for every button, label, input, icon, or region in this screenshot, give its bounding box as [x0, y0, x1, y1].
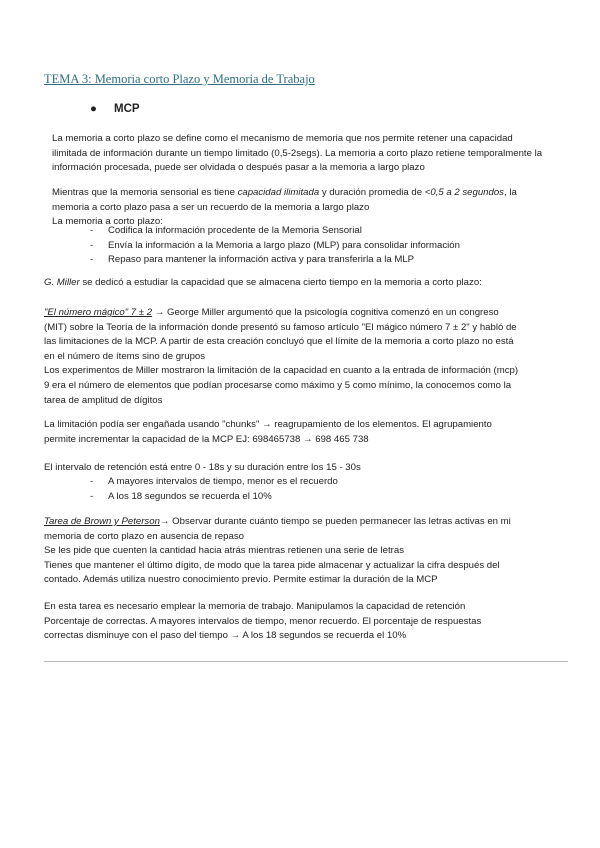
magic-number-label: "El número mágico" 7 ± 2	[44, 307, 153, 318]
list-item-text: Envía la información a la Memoria a largo plazo (MLP) para consolidar información	[108, 239, 460, 251]
chunks-paragraph	[44, 418, 492, 447]
text-line: memoria a corto plazo pasa a ser un recuerdo de la memoria a largo plazo	[52, 201, 370, 213]
list-item-text: Codifica la información procedente de la Memoria Sensorial	[108, 225, 362, 236]
text-line: ilimitada de información durante un tiempo limitado (0,5-2segs). La memoria a corto plazo retiene temporalmente la	[52, 147, 543, 159]
text-line: información procesada, puede ser olvidada o después pasar a la memoria a largo plazo	[52, 162, 425, 174]
text-line	[52, 186, 517, 201]
emphasis-text: <0,5 a 2 segundos	[424, 187, 504, 198]
intro-paragraph	[52, 132, 542, 176]
list-item: - A los 18 segundos se recuerda el 10%	[90, 490, 272, 502]
list-item: - Envía la información a la Memoria a largo plazo (MLP) para consolidar información	[90, 239, 460, 251]
text-run: y duración promedia de	[319, 187, 425, 198]
text-line: La memoria a corto plazo se define como el mecanismo de memoria que nos permite retener una capacidad	[52, 133, 513, 144]
text-line	[44, 515, 511, 530]
text-line: correctas disminuye con el paso del tiempo → A los 18 segundos se recuerda el 10%	[44, 630, 407, 642]
text-run: Mientras que la memoria sensorial es tiene	[52, 187, 238, 198]
text-line: 9 era el número de elementos que podían procesarse como máximo y 5 como mínimo, la conocemos como la	[44, 379, 512, 391]
text-line: (MIT) sobre la Teoría de la información donde presentó su famoso artículo "El mágico número 7 ± 2" y habló de	[44, 321, 517, 333]
text-line: Se les pide que cuenten la cantidad hacia atrás mientras retienen una serie de letras	[44, 545, 404, 557]
miller-intro	[44, 276, 482, 291]
text-line: permite incrementar la capacidad de la MCP EJ: 698465738 → 698 465 738	[44, 433, 369, 445]
brown-peterson-label: Tarea de Brown y Peterson	[44, 516, 160, 527]
list-item: - Repaso para mantener la información activa y para transferirla a la MLP	[90, 254, 415, 266]
text-line: memoria de corto plazo en ausencia de repaso	[44, 530, 244, 542]
list-item-text: A los 18 segundos se recuerda el 10%	[108, 490, 272, 502]
text-line: El intervalo de retención está entre 0 - 18s y su duración entre los 15 - 30s	[44, 462, 361, 473]
bullet-dot: ●	[90, 103, 97, 115]
horizontal-divider	[44, 661, 568, 662]
text-line: tarea de amplitud de dígitos	[44, 394, 163, 406]
list-item: - Codifica la información procedente de la Memoria Sensorial	[90, 225, 362, 236]
emphasis-text: capacidad ilimitada	[237, 187, 320, 198]
section-heading-text: MCP	[114, 103, 140, 115]
text-line	[44, 306, 518, 321]
text-line: Tienes que mantener el último dígito, de modo que la tarea pide almacenar y actualizar la cifra después del	[44, 559, 500, 571]
text-run: se dedicó a estudiar la capacidad que se almacena cierto tiempo en la memoria a corto plazo:	[79, 277, 482, 288]
list-item-text: A mayores intervalos de tiempo, menor es el recuerdo	[108, 476, 338, 487]
list-item-text: Repaso para mantener la información activa y para transferirla a la MLP	[108, 254, 415, 266]
text-line	[44, 276, 482, 291]
working-memory-paragraph	[44, 600, 481, 644]
text-run: → George Miller argumentó que la psicología cognitiva comenzó en un congreso	[152, 307, 499, 318]
text-line: Los experimentos de Miller mostraron la limitación de la capacidad en cuanto a la entrada de información (mcp)	[44, 365, 519, 377]
functions-list	[90, 224, 460, 268]
retention-paragraph	[44, 461, 361, 476]
text-line: Porcentaje de correctas. A mayores intervalos de tiempo, menor recuerdo. El porcentaje de respuestas	[44, 615, 482, 627]
section-heading	[90, 103, 140, 115]
text-line: La memoria a corto plazo:	[52, 216, 163, 228]
text-line: contado. Además utiliza nuestro conocimiento previo. Permite estimar la duración de la MCP	[44, 574, 438, 586]
text-line: las limitaciones de la MCP. A partir de esta creación concluyó que el límite de la memoria a corto plazo no está	[44, 336, 514, 348]
retention-list	[90, 475, 338, 504]
page-title: TEMA 3: Memoria corto Plazo y Memoria de Trabajo	[44, 72, 315, 86]
magic-number-paragraph	[44, 306, 518, 408]
text-run: , la	[503, 187, 517, 198]
text-line: La limitación podía ser engañada usando "chunks" → reagrupamiento de los elementos. El agrupamiento	[44, 419, 492, 430]
brown-peterson-paragraph	[44, 515, 511, 588]
text-line: En esta tarea es necesario emplear la memoria de trabajo. Manipulamos la capacidad de retención	[44, 601, 466, 612]
author-name: G. Miller	[44, 277, 80, 288]
list-item: - A mayores intervalos de tiempo, menor es el recuerdo	[90, 476, 338, 487]
text-run: → Observar durante cuánto tiempo se pueden permanecer las letras activas en mi	[159, 516, 511, 527]
text-line: en el número de ítems sino de grupos	[44, 350, 206, 362]
